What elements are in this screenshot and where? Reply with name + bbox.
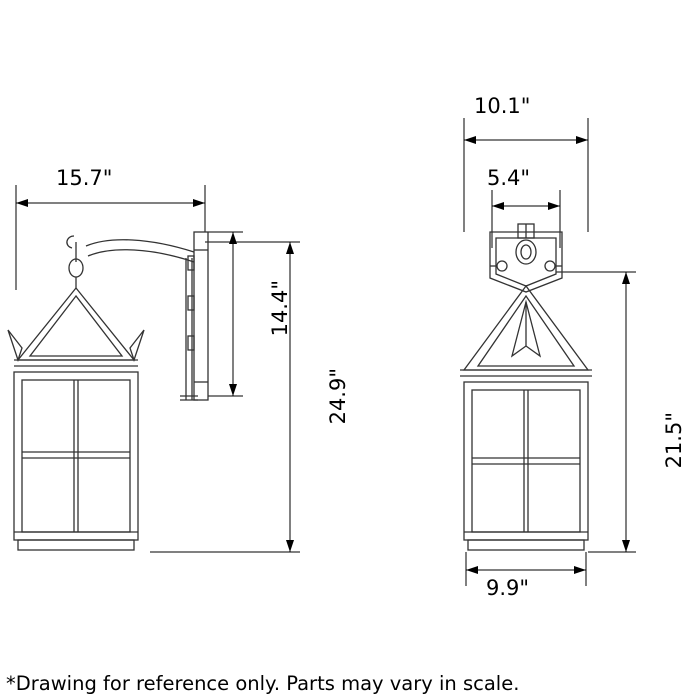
dimension-label-overall-width-side: 15.7" (56, 166, 113, 190)
dimension-label-fixture-height-front: 21.5" (662, 412, 686, 469)
drawing-footnote: *Drawing for reference only. Parts may vary in scale. (6, 672, 520, 695)
dimension-label-overall-height: 24.9" (326, 368, 350, 425)
dimension-label-mounting-hole-spacing: 5.4" (487, 166, 531, 190)
dimension-label-fixture-width-front: 9.9" (486, 576, 530, 600)
dimension-label-backplate-width: 10.1" (474, 94, 531, 118)
dimension-label-mount-to-fixture-height: 14.4" (268, 280, 292, 337)
